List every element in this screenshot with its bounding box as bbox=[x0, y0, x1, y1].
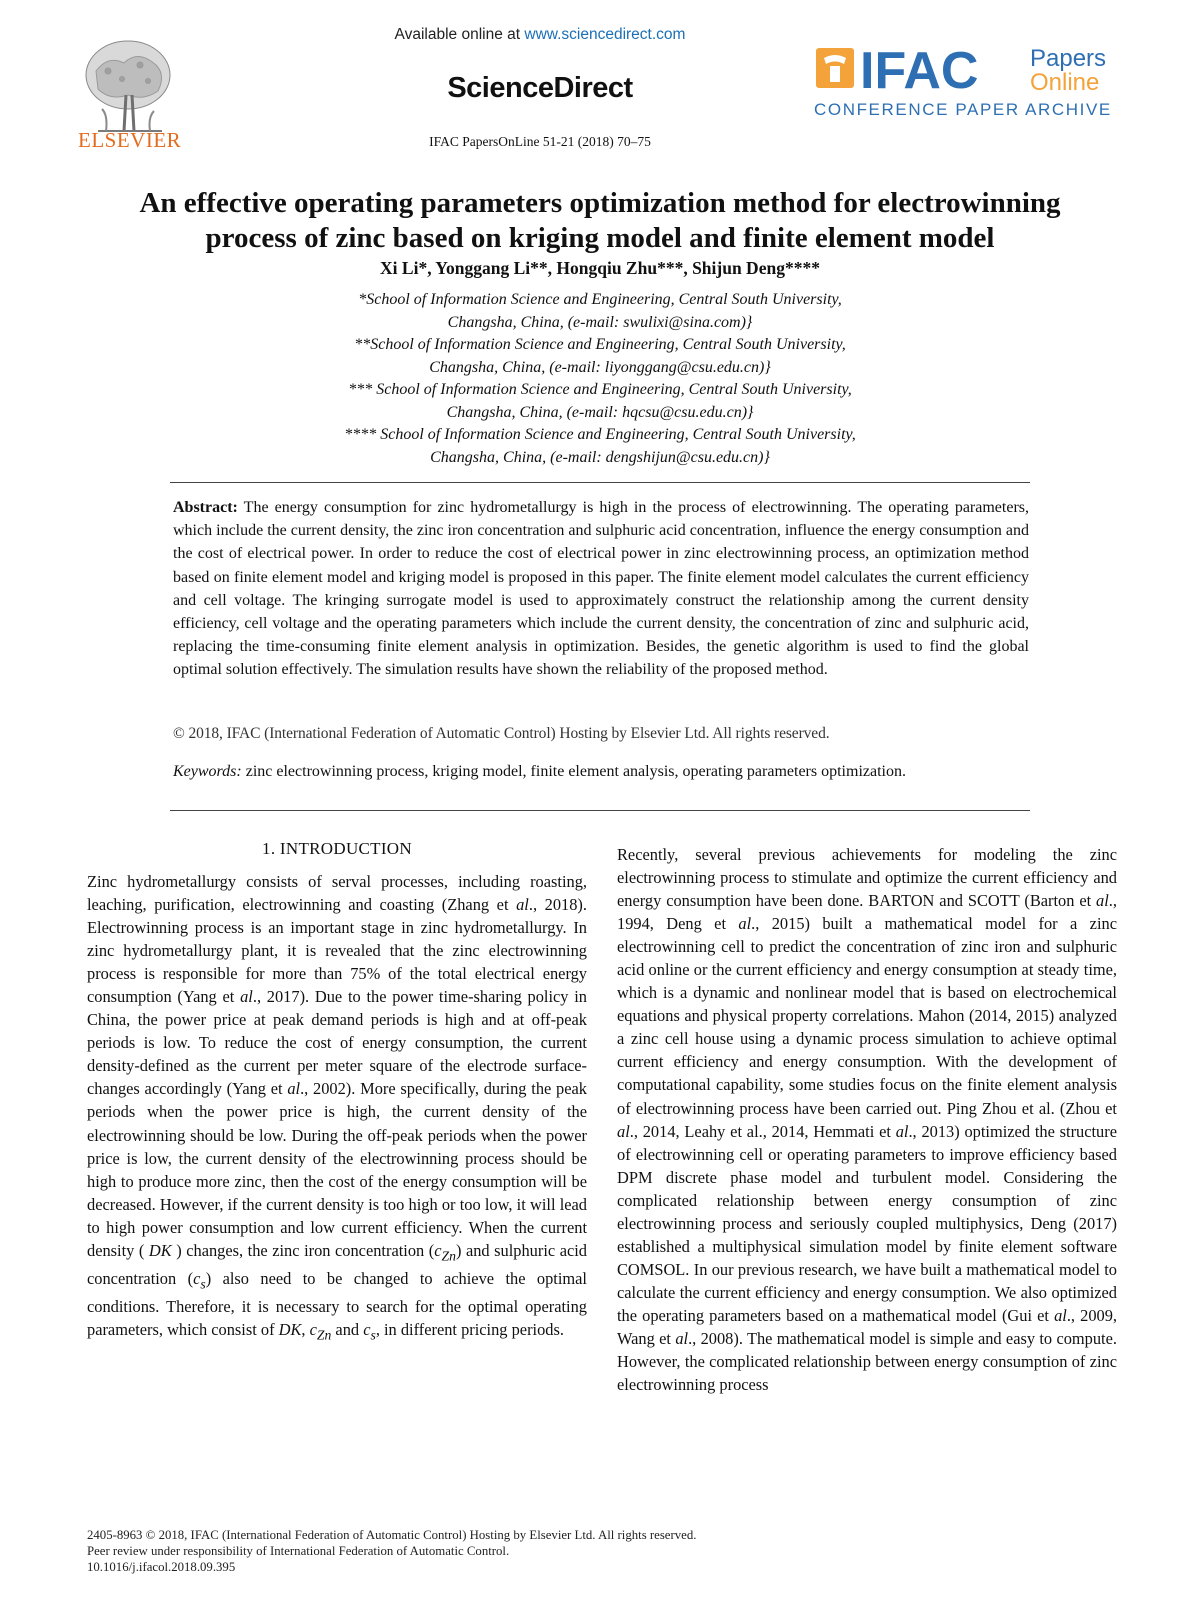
journal-reference: IFAC PapersOnLine 51-21 (2018) 70–75 bbox=[429, 134, 651, 149]
abstract-top-rule bbox=[170, 482, 1030, 483]
symbol-czn: c bbox=[434, 1240, 442, 1260]
paragraph: Zinc hydrometallurgy consists of serval processes, including roasting, leaching, purification, electrowinning and coasting (Zhang et al., 2018). Electrowinning process is an important stage in zinc hydrometallurgy. In zinc hydrometallurgy plant, it is revealed that the zinc electrowinning process is responsible for more than 75% of the total electrical energy consumption (Yang et al., 2017). Due to the power time-sharing policy in China, the power price at peak demand periods is high and at off-peak periods is low. To reduce the cost of energy consumption, the current density-defined as the current per meter square of the electrode surface-changes accordingly (Yang et al., 2002). More specifically, during the peak periods when the power price is high, the current density of the electrowinning should be low. During the off-peak periods when the power price is low, the current density of the electrowinning process should be high to produce more zinc, then the cost of the energy consumption will be decreased. However, if the current density is too high or too low, it will lead to high power consumption and low current efficiency. When the current density ( DK ) changes, the zinc iron concentration $(c_{Zn})$ and sulphuric acid concentration $(c_s)$ also need to be changed to achieve the optimal conditions. Therefore, it is necessary to search for the optimal operating parameters, which consist of DK, $c_{Zn}$ and $c_s$, in different pricing periods. bbox=[87, 872, 587, 1343]
symbol-dk: DK bbox=[148, 1240, 172, 1260]
abstract-text: The energy consumption for zinc hydrometallurgy is high in the process of electrowinning. The operating parameters, which include the current density, the zinc iron concentration and sulphuric acid concentration, influence the energy consumption and the cost of electrical power. In order to reduce the cost of electrical power in zinc electrowinning process, an optimization method based on finite element model and kriging model is proposed in this paper. The finite element model calculates the current efficiency and cell voltage. The kringing surrogate model is used to approximately construct the relationship among the current density efficiency, cell voltage and the operating parameters which include the current density, the concentration of zinc and sulphuric acid, replacing the time-consuming finite element analysis in optimization. Besides, the genetic algorithm is used to find the global optimal solution effectively. The simulation results have shown the reliability of the proposed method. bbox=[173, 499, 1029, 679]
abstract bbox=[173, 496, 1029, 682]
title-line-1: An effective operating parameters optimization method for electrowinning bbox=[139, 187, 1061, 219]
title-line-2: process of zinc based on kriging model and finite element model bbox=[205, 222, 995, 254]
sciencedirect-title: ScienceDirect bbox=[447, 72, 633, 104]
keywords-text: zinc electrowinning process, kriging model, finite element analysis, operating parameters optimization. bbox=[241, 763, 906, 780]
keywords bbox=[173, 760, 1029, 783]
abstract-label: Abstract: bbox=[173, 499, 238, 516]
left-column-text bbox=[87, 870, 587, 1347]
ifac-papers-text: Papers bbox=[1030, 45, 1107, 72]
ifac-tagline: CONFERENCE PAPER ARCHIVE bbox=[814, 100, 1112, 119]
elsevier-wordmark: ELSEVIER bbox=[78, 128, 182, 152]
abstract-bottom-rule bbox=[170, 810, 1030, 811]
affiliation-line: Changsha, China, (e-mail: liyonggang@csu.edu.cn)} bbox=[429, 358, 771, 376]
affiliation-line: Changsha, China, (e-mail: hqcsu@csu.edu.cn)} bbox=[446, 403, 754, 421]
affiliations bbox=[90, 289, 1110, 469]
ifac-online-text: Online bbox=[1030, 69, 1100, 96]
ifac-logo-text: IFAC bbox=[860, 44, 979, 100]
page-footer bbox=[87, 1527, 1117, 1575]
footer-doi-line: 10.1016/j.ifacol.2018.09.395 bbox=[87, 1560, 236, 1574]
affiliation-line: *** School of Information Science and Engineering, Central South University, bbox=[348, 381, 852, 398]
keywords-label: Keywords: bbox=[173, 763, 242, 780]
right-column-text bbox=[617, 843, 1117, 1396]
available-online-line bbox=[300, 26, 780, 44]
paper-title bbox=[90, 186, 1110, 256]
section-title-introduction: 1. INTRODUCTION bbox=[262, 839, 412, 858]
affiliation-line: *School of Information Science and Engineering, Central South University, bbox=[358, 291, 842, 308]
available-online-text: Available online at bbox=[394, 26, 525, 43]
affiliation-line: Changsha, China, (e-mail: dengshijun@csu.edu.cn)} bbox=[430, 448, 770, 466]
author-list: Xi Li*, Yonggang Li**, Hongqiu Zhu***, Shijun Deng**** bbox=[380, 258, 820, 278]
footer-peer-review-line: Peer review under responsibility of International Federation of Automatic Control. bbox=[87, 1544, 510, 1558]
affiliation-line: Changsha, China, (e-mail: swulixi@sina.com)} bbox=[447, 313, 753, 331]
footer-issn-line: 2405-8963 © 2018, IFAC (International Federation of Automatic Control) Hosting by Elsevier Ltd. All rights reserved. bbox=[87, 1528, 697, 1542]
affiliation-line: **School of Information Science and Engineering, Central South University, bbox=[354, 336, 846, 353]
copyright-notice: © 2018, IFAC (International Federation of Automatic Control) Hosting by Elsevier Ltd. All rights reserved. bbox=[173, 725, 830, 742]
paragraph: Recently, several previous achievements for modeling the zinc electrowinning process to stimulate and optimize the current efficiency and energy consumption have been done. BARTON and SCOTT (Barton et al., 1994, Deng et al., 2015) built a mathematical model for a zinc electrowinning cell to predict the concentration of zinc iron and sulphuric acid online or the current efficiency and energy consumption at steady time, which is a dynamic and nonlinear model that is based on electrochemical equations and physical property correlations. Mahon (2014, 2015) analyzed a zinc cell house using a dynamic process simulation to achieve optimal current efficiency and energy consumption. With the development of computational capability, some studies focus on the finite element analysis of electrowinning process have been carried out. Ping Zhou et al. (Zhou et al., 2014, Leahy et al., 2014, Hemmati et al., 2013) optimized the structure of electrowinning cell or operating parameters to improve efficiency based DPM discrete phase model and turbulent model. Considering the complicated relationship between energy consumption of zinc electrowinning process and seriously coupled multiphysics, Deng (2017) established a multiphysical simulation model by finite element software COMSOL. In our previous research, we have built a mathematical model to calculate the current efficiency and energy consumption. We also optimized the operating parameters based on a mathematical model (Gui et al., 2009, Wang et al., 2008). The mathematical model is simple and easy to compute. However, the complicated relationship between energy consumption of zinc electrowinning process bbox=[617, 845, 1117, 1395]
sciencedirect-link[interactable]: www.sciencedirect.com bbox=[524, 26, 686, 43]
symbol-cs: c bbox=[193, 1269, 201, 1289]
affiliation-line: **** School of Information Science and Engineering, Central South University, bbox=[344, 426, 856, 443]
